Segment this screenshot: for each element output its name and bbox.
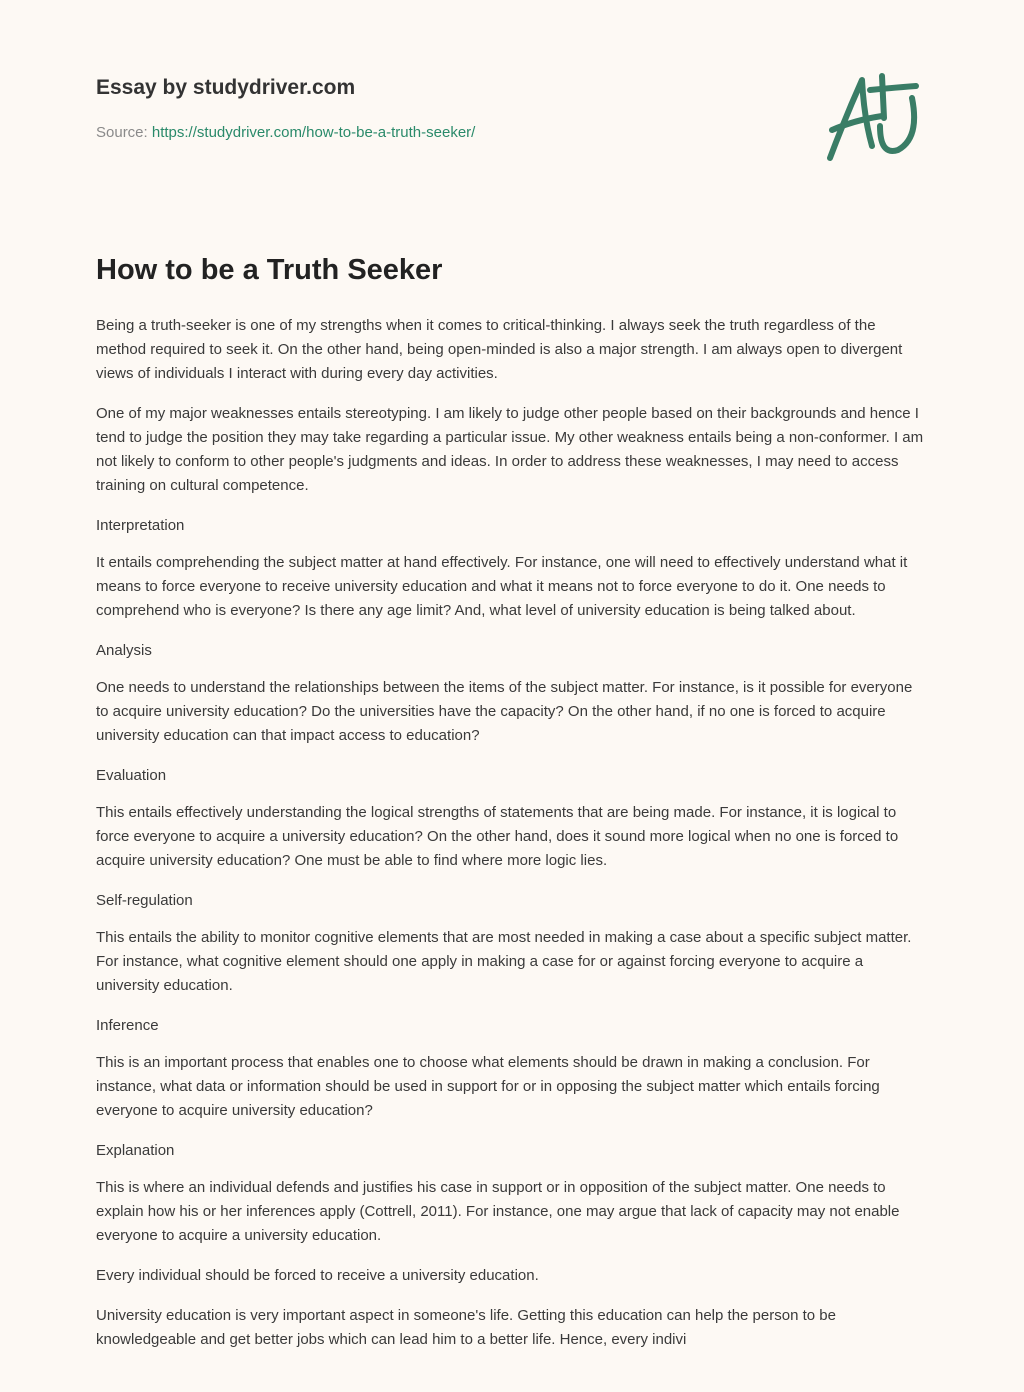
paragraph: One needs to understand the relationships between the items of the subject matter. For instance, is it possible for everyone to acquire university education? Do the universities have the capacity? On the other hand, if no one is forced to acquire university education can that impact access to education? [96,679,913,744]
paragraph: Being a truth-seeker is one of my strengths when it comes to critical-thinking. I always seek the truth regardless of the method required to seek it. On the other hand, being open-minded is also a major strength. I am always open to divergent views of individuals I interact with during every day activities. [96,317,903,382]
essay-body [96,314,928,1368]
paragraph: This entails effectively understanding the logical strengths of statements that are being made. For instance, it is logical to force everyone to acquire a university education? On the other hand, does it sound more logical when no one is forced to acquire university education? One must be able to find where more logic lies. [96,804,899,869]
section-heading: Interpretation [96,517,185,534]
paragraph: Every individual should be forced to receive a university education. [96,1267,539,1284]
section-heading: Explanation [96,1142,175,1159]
paragraph: This is where an individual defends and justifies his case in support or in opposition of the subject matter. One needs to explain how his or her inferences apply (Cottrell, 2011). For instance, one may argue that lack of capacity may not enable everyone to acquire a university education. [96,1179,900,1244]
source-line [96,124,475,141]
section-heading: Self-regulation [96,892,193,909]
source-link[interactable]: https://studydriver.com/how-to-be-a-truth-seeker/ [151,124,476,141]
essay-title: How to be a Truth Seeker [96,254,443,286]
source-label: Source: [96,124,148,141]
paragraph: One of my major weaknesses entails stereotyping. I am likely to judge other people based on their backgrounds and hence I tend to judge the position they may take regarding a particular issue. My other weakness entails being a non-conformer. I am not likely to conform to other people's judgments and ideas. In order to address these weaknesses, I may need to access training on cultural competence. [96,405,924,494]
paragraph: It entails comprehending the subject matter at hand effectively. For instance, one will need to effectively understand what it means to force everyone to receive university education and what it means not to force everyone to do it. One needs to comprehend who is everyone? Is there any age limit? And, what level of university education is being talked about. [96,554,908,619]
paragraph: This is an important process that enables one to choose what elements should be drawn in making a conclusion. For instance, what data or information should be used in support for or in opposing the subject matter which entails forcing everyone to acquire university education? [96,1054,880,1119]
a-plus-logo-icon [820,68,930,164]
site-title: Essay by studydriver.com [96,76,356,99]
section-heading: Evaluation [96,767,167,784]
paragraph: This entails the ability to monitor cognitive elements that are most needed in making a case about a specific subject matter. For instance, what cognitive element should one apply in making a case for or against forcing everyone to acquire a university education. [96,929,912,994]
section-heading: Inference [96,1017,159,1034]
section-heading: Analysis [96,642,152,659]
paragraph: University education is very important aspect in someone's life. Getting this education can help the person to be knowledgeable and get better jobs which can lead him to a better life. Hence, every indivi [96,1307,836,1348]
